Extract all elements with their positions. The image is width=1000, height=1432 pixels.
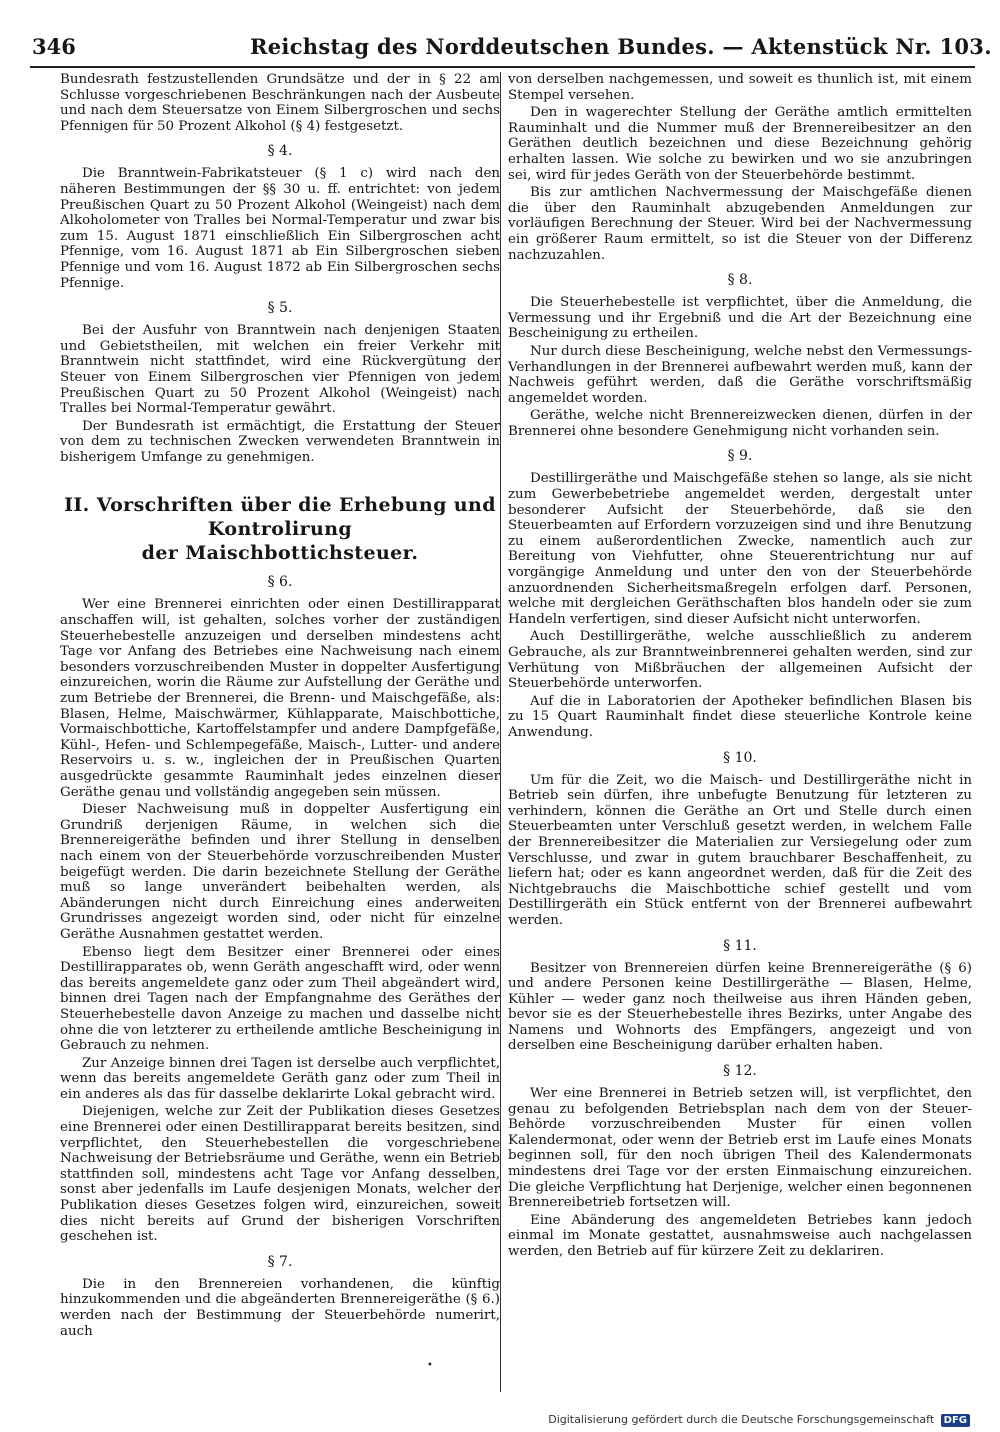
section-heading-12: § 12. xyxy=(723,1063,757,1080)
left-column xyxy=(60,72,500,1341)
chapter-heading xyxy=(60,493,500,565)
digitization-credit xyxy=(548,1413,970,1427)
paragraph: Der Bundesrath ist ermächtigt, die Erstattung der Steuer von dem zu technischen Zwecken verwendeten Branntwein in bisherigem Umfange zu genehmigen. xyxy=(60,418,500,465)
section-heading-10: § 10. xyxy=(723,749,757,766)
chapter-heading-line-2: der Maischbottichsteuer. xyxy=(141,542,419,565)
paragraph: Auch Destillirgeräthe, welche ausschließlich zu anderem Gebrauche, als zur Branntweinbrennerei gehalten werden, sind zur Verhütung von Mißbräuchen der allgemeinen Aufsicht der Steuerbehörde unterworfen. xyxy=(508,629,972,692)
paragraph: Destillirgeräthe und Maischgefäße stehen so lange, als sie nicht zum Gewerbebetriebe angemeldet werden, dergestalt unter besonderer Aufsicht der Steuerbehörde, daß sie den Steuerbeamten auf Erfordern vorzuzeigen sind und ihre Benutzung zu einem außerordentlichen Zwecke, namentlich auch zur Bereitung von Viehfutter, ohne Steuerentrichtung nur auf vorgängige Anmeldung und unter den von der Steuerbehörde anzuordnenden Sicherheitsmaßregeln erfolgen darf. Personen, welche mit dergleichen Geräthschaften blos handeln oder sie zum Handeln verfertigen, sind dieser Aufsicht nicht unterworfen. xyxy=(508,471,972,627)
section-heading-4: § 4. xyxy=(267,143,293,160)
section-heading-9: § 9. xyxy=(727,448,753,465)
paragraph: Bei der Ausfuhr von Branntwein nach denjenigen Staaten und Gebietstheilen, mit welchen ein freier Verkehr mit Branntwein nicht stattfindet, wird eine Rückvergütung der Steuer von Einem Silbergroschen vier Pfennigen von jedem Preußischen Quart zu 50 Prozent Alkohol (Weingeist) nach Tralles bei Normal-Temperatur gewährt. xyxy=(60,323,500,417)
page-header xyxy=(30,28,992,68)
paragraph: Diejenigen, welche zur Zeit der Publikation dieses Gesetzes eine Brennerei oder einen Destillirapparat bereits besitzen, sind verpflichtet, den Steuerhebestellen die vorgeschriebene Nachweisung der Betriebsräume und Geräthe, wenn ein Betrieb stattfinden soll, mindestens acht Tage vor Anfang desselben, sonst aber jedenfalls im Laufe desjenigen Monats, welcher der Publikation dieses Gesetzes folgen wird, einzureichen, soweit dies nicht bereits auf Grund der bisherigen Vorschriften geschehen ist. xyxy=(60,1104,500,1245)
paragraph: Die Branntwein-Fabrikatsteuer (§ 1 c) wird nach den näheren Bestimmungen der §§ 30 u. ff. entrichtet: von jedem Preußischen Quart zu 50 Prozent Alkohol (Weingeist) nach dem Alkoholometer von Tralles bei Normal-Temperatur und zwar bis zum 15. August 1871 einschließlich Ein Silbergroschen acht Pfennige, vom 16. August 1871 ab Ein Silbergroschen sieben Pfennige und vom 16. August 1872 ab Ein Silbergroschen sechs Pfennige. xyxy=(60,166,500,291)
paragraph: Ebenso liegt dem Besitzer einer Brennerei oder eines Destillirapparates ob, wenn Geräth angeschafft wird, oder wenn das bereits angemeldete ganz oder zum Theil abgeändert wird, binnen drei Tagen nach der Empfangnahme des Geräthes der Steuerhebestelle davon Anzeige zu machen und dasselbe nicht ohne die von letzterer zu ertheilende amtliche Bescheinigung in Gebrauch zu nehmen. xyxy=(60,944,500,1054)
intro-paragraph: Bundesrath festzustellenden Grundsätze und der in § 22 am Schlusse vorgeschriebenen Beschränkungen nach der Ausbeute und nach dem Steuersatze von Einem Silbergroschen und sechs Pfennigen für 50 Prozent Alkohol (§ 4) festgesetzt. xyxy=(60,72,500,134)
running-title: Reichstag des Norddeutschen Bundes. — Aktenstück Nr. 103. xyxy=(250,34,992,59)
paragraph: Auf die in Laboratorien der Apotheker befindlichen Blasen bis zu 15 Quart Rauminhalt findet diese steuerliche Kontrole keine Anwendung. xyxy=(508,693,972,740)
section-heading-11: § 11. xyxy=(723,937,757,954)
credit-text: Digitalisierung gefördert durch die Deutsche Forschungsgemeinschaft xyxy=(548,1413,935,1426)
paragraph: Wer eine Brennerei in Betrieb setzen will, ist verpflichtet, den genau zu befolgenden Betriebsplan nach dem von der Steuer-Behörde vorzuschreibenden Muster für einen vollen Kalendermonat, oder wenn der Betrieb erst im Laufe eines Monats beginnen soll, für den noch übrigen Theil des Kalendermonats mindestens drei Tage vor der ersten Einmaischung einzureichen. Die gleiche Verpflichtung hat Derjenige, welcher einen begonnenen Brennereibetrieb fortsetzen will. xyxy=(508,1086,972,1211)
section-heading-7: § 7. xyxy=(267,1253,293,1270)
page-number: 346 xyxy=(32,34,76,59)
paragraph: Den in wagerechter Stellung der Geräthe amtlich ermittelten Rauminhalt und die Nummer muß der Brennereibesitzer an den Geräthen deutlich bezeichnen und diese Bezeichnung gehörig erhalten lassen. Wie solche zu bewirken und wo sie anzubringen sei, wird für jedes Geräth von der Steuerbehörde bestimmt. xyxy=(508,105,972,183)
chapter-heading-line-1: II. Vorschriften über die Erhebung und Kontrolirung xyxy=(64,494,496,541)
paragraph: Nur durch diese Bescheinigung, welche nebst den Vermessungs-Verhandlungen in der Brennerei aufbewahrt werden muß, kann der Nachweis geführt werden, daß die Geräthe vorschriftsmäßig angemeldet worden. xyxy=(508,343,972,406)
dfg-logo: DFG xyxy=(941,1414,970,1427)
section-heading-5: § 5. xyxy=(267,300,293,317)
paragraph: Die Steuerhebestelle ist verpflichtet, über die Anmeldung, die Vermessung und ihr Ergebniß und die Art der Bezeichnung eine Bescheinigung zu ertheilen. xyxy=(508,295,972,342)
paragraph: Besitzer von Brennereien dürfen keine Brennereigeräthe (§ 6) und andere Personen keine Destillirgeräthe — Blasen, Helme, Kühler — weder ganz noch theilweise aus ihren Händen geben, bevor sie es der Steuerhebestelle ihres Bezirks, unter Angabe des Namens und Wohnorts des Empfängers, angezeigt und von derselben eine Bescheinigung darüber erhalten haben. xyxy=(508,960,972,1054)
paragraph: Bis zur amtlichen Nachvermessung der Maischgefäße dienen die über den Rauminhalt abzugebenden Anmeldungen zur vorläufigen Berechnung der Steuer. Wird bei der Nachvermessung ein größerer Raum ermittelt, so ist die Steuer von der Differenz nachzuzahlen. xyxy=(508,185,972,263)
paragraph: Dieser Nachweisung muß in doppelter Ausfertigung ein Grundriß derjenigen Räume, in welchen sich die Brennereigeräthe befinden und ihrer Stellung in denselben nach einem von der Steuerbehörde vorzuschreibenden Muster beigefügt werden. Die darin bezeichnete Stellung der Geräthe muß so lange unverändert beibehalten werden, als Abänderungen nicht durch Einreichung eines anderweiten Grundrisses angezeigt worden sind, oder nicht für einzelne Geräthe Ausnahmen gestattet werden. xyxy=(60,802,500,942)
paragraph: Geräthe, welche nicht Brennereizwecken dienen, dürfen in der Brennerei ohne besondere Genehmigung nicht vorhanden sein. xyxy=(508,408,972,439)
paragraph: Zur Anzeige binnen drei Tagen ist derselbe auch verpflichtet, wenn das bereits angemeldete Geräth ganz oder zum Theil in ein anderes als das für dasselbe deklarirte Lokal gebracht wird. xyxy=(60,1055,500,1102)
document-page xyxy=(30,28,992,1388)
right-column xyxy=(508,72,972,1262)
section-heading-6: § 6. xyxy=(267,574,293,591)
paragraph: Um für die Zeit, wo die Maisch- und Destillirgeräthe nicht in Betrieb sein dürfen, ihre unbefugte Benutzung für letzteren zu verhindern, können die Geräthe an Ort und Stelle durch einen Steuerbeamten unter Verschluß gesetzt werden, in welchem Falle der Brennereibesitzer die Materialien zur Versiegelung oder zum Verschlusse, und zwar in gutem brauchbarer Beschaffenheit, zu liefern hat; oder es kann angeordnet werden, daß für die Zeit des Nichtgebrauchs die Maischbottiche schief gestellt und vom Destillirgeräth ein Stück entfernt von der Brennerei aufbewahrt werden. xyxy=(508,772,972,928)
print-dot-mark: • xyxy=(427,1360,433,1371)
paragraph: Eine Abänderung des angemeldeten Betriebes kann jedoch einmal im Monate gestattet, ausnahmsweise auch nachgelassen werden, den Betrieb auf für kürzere Zeit zu deklariren. xyxy=(508,1212,972,1259)
column-divider xyxy=(500,72,501,1392)
section-heading-8: § 8. xyxy=(727,272,753,289)
paragraph: Die in den Brennereien vorhandenen, die künftig hinzukommenden und die abgeänderten Brennereigeräthe (§ 6.) werden nach der Bestimmung der Steuerbehörde numerirt, auch xyxy=(60,1276,500,1339)
paragraph: Wer eine Brennerei einrichten oder einen Destillirapparat anschaffen will, ist gehalten, solches vorher der zuständigen Steuerhebestelle anzuzeigen und derselben mindestens acht Tage vor Anfang des Betriebes eine Nachweisung nach einem besonders vorzuschreibenden Muster in doppelter Ausfertigung einzureichen, worin die Räume zur Aufstellung der Geräthe und zum Betriebe der Brennerei, die Brenn- und Maischgefäße, als: Blasen, Helme, Maischwärmer, Kühlapparate, Maischbottiche, Vormaischbottiche, Kartoffelstampfer und andere Dampfgefäße, Kühl-, Hefen- und Schlempegefäße, Maisch-, Lutter- und andere Reservoirs u. s. w., ingleichen der in Preußischen Quarten ausgedrückte gesammte Rauminhalt jedes einzelnen dieser Geräthe genau und vollständig angegeben sein müssen. xyxy=(60,597,500,800)
continued-paragraph: von derselben nachgemessen, und soweit es thunlich ist, mit einem Stempel versehen. xyxy=(508,72,972,103)
